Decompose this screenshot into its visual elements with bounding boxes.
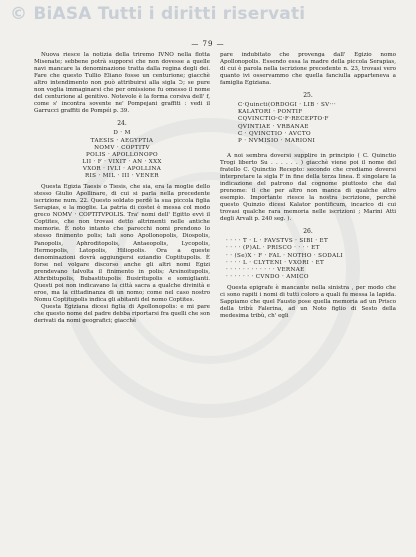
continuation-paragraph: pare indubitato che provenga dall' Egizio nomo Apollonopolis. Essendo essa la madre della piccola Serapias, di cui è parola nella iscrizione precedente n. 23, trovasi vero quanto ivi osservammo che quella fanciulla apparteneva a famiglia Egiziana. [220, 52, 396, 87]
commentary-paragraph: A noi sembra doversi supplire in principio ( C. Quinctio Trogi liberto Su . . . . . . ) giacchè viene poi il nome del fratello C. Quinctio Recepto: secondo che crediamo doversi interpretare la sigla F in fine della terza linea. È singolare la indicazione del patrono dal cognome piuttosto che dal prenome: il che per altro non manca di qualche altro esempio. Importante riesce la nostra iscrizione, perchè questo Quinzio dicesi Kalator pontificum, incarico di cui trovasi qualche rara memoria nelle iscrizioni ; Marini Atti degli Arvali p. 240 seg. ). [220, 152, 396, 223]
left-column [34, 52, 210, 325]
inscription-line: · · · · (P)AL · PRISCO · · · · ET [226, 245, 320, 252]
inscription-line: RIS · MIL · III · VENER [85, 173, 159, 180]
inscription-line: POLIS · APOLLONOPO [86, 151, 158, 158]
inscription-line: · · · · L · CLYTENI · VXORI · ET [226, 259, 325, 266]
inscription-line: C · QVINCTIO · AVCTO [238, 130, 311, 137]
inscription-line: KALATORI · PONTIF [238, 109, 303, 116]
inscription-line: CQVINCTIO·C·F·RECEPTO·F [238, 116, 329, 123]
inscription-line: · · · · T · L · FAVSTVS · SIBI · ET [226, 238, 329, 245]
intro-paragraph: Nuova riesce la notizia della triremo IVNO nella flotta Misenate; sebbene potrà supporsi che non dovesse a quelle navi mancare la denominazione tratta dalla regina degli dei. Fare che questo Tullio Eliano fosse un centurione; giacchè altro intendimento non può attribuirsi alla sigla ⊃; se pure non voglia immaginarsi che per omissione fu omesso il nome del centurione al genitivo. Notevole è la forma corsiva dell' f, come s' incontra sovente ne' Pompejani graffiti : vedi il Garrucci graffiti de Pompéi p. 39. [34, 52, 210, 115]
inscription-line: C·Quincti(ORDOGI · LIB · SV··· [238, 102, 336, 109]
inscription-line: LII · F · VIXIT · AN · XXX [82, 158, 162, 165]
inscription-26 [220, 238, 396, 281]
inscription-24 [34, 130, 210, 180]
section-number-25: 25. [303, 92, 313, 100]
page-number: — 79 — [191, 40, 225, 48]
inscription-25 [220, 102, 396, 145]
right-column [220, 52, 396, 320]
inscription-line: D · M [113, 130, 131, 137]
inscription-line: · · · · · · · · · · · · VERNAE [226, 266, 305, 273]
watermark: © BiASA Tutti i diritti riservati [10, 4, 306, 24]
inscription-line: VXOR · IVLI · APOLLINA [82, 165, 162, 172]
inscription-line: TAESIS · AEGYPTIA [90, 137, 154, 144]
inscription-line: · · · · · · · CVNDO · AMICO [226, 273, 309, 280]
inscription-line: NOMV · COPTITV [94, 144, 150, 151]
inscription-line: P · NVMISIO · MARIONI [238, 137, 316, 144]
section-number-26: 26. [303, 228, 313, 236]
commentary-paragraph: Questa epigrafe è mancante nella sinistra , per modo che ci sono rapiti i nomi di tutti coloro a quali fu messa la lapida. Sappiamo che quel Fausto pose quella memoria ad un Prisco della tribù Falerina, ad un Noto figlio di Sesto della medesima tribù, ch' egli [220, 284, 396, 320]
commentary-paragraph: Questa Egizia Taesis o Tiesis, che sia, era la moglie dello stesso Giulio Apollinare, di cui si parla nella precedente iscrizione num. 22. Questo soldato perdè la sua piccola figlia Serapias, e la moglie. La patria di costei è messa col modo greco NOMV · COPTITVPOLIS. Tra' nomi dell' Egitto evvi il Coptites, che non trovasi detto altrimenti nelle antiche memorie. È noto intanto che parecchi nomi prendono lo stesso finimento polis; tali sono Apollonopolis, Diospolis, Panopolis, Aphroditopolis, Antaeopolis, Lycopolis, Hermopolis, Latopolis, Hiliopolis. Ora a queste denominazioni dovrà aggiungersi eziandio Coptitupolis. È forse nel volgare discorso anche gli altri nomi Egizi prendevano talvolta il finimento in polis; Arsinoitupolis, Athribitupolis, Bubastitupolis Busiritupolis e somiglianti. Questi poi non indicavano la città sacra a qualche divinità e eroe, ma la cittadinanza di un nomo; come nel caso nostro Nomu Coptitupolis indica gli abitanti del nomo Coptites. [34, 184, 210, 303]
commentary-paragraph: Questa Egiziana dicesi figlia di Apollonopolis: e mi pare che questo nome del padre debba riportarsi fra quelli che son derivati da nomi geografici; giacchè [34, 303, 210, 325]
section-number-24: 24. [117, 120, 127, 128]
inscription-line: QVINTIAE · VRBANAE [238, 123, 309, 130]
inscription-line: · · (Se)X · F · FAL · NOTHO · SODALI [226, 252, 344, 259]
